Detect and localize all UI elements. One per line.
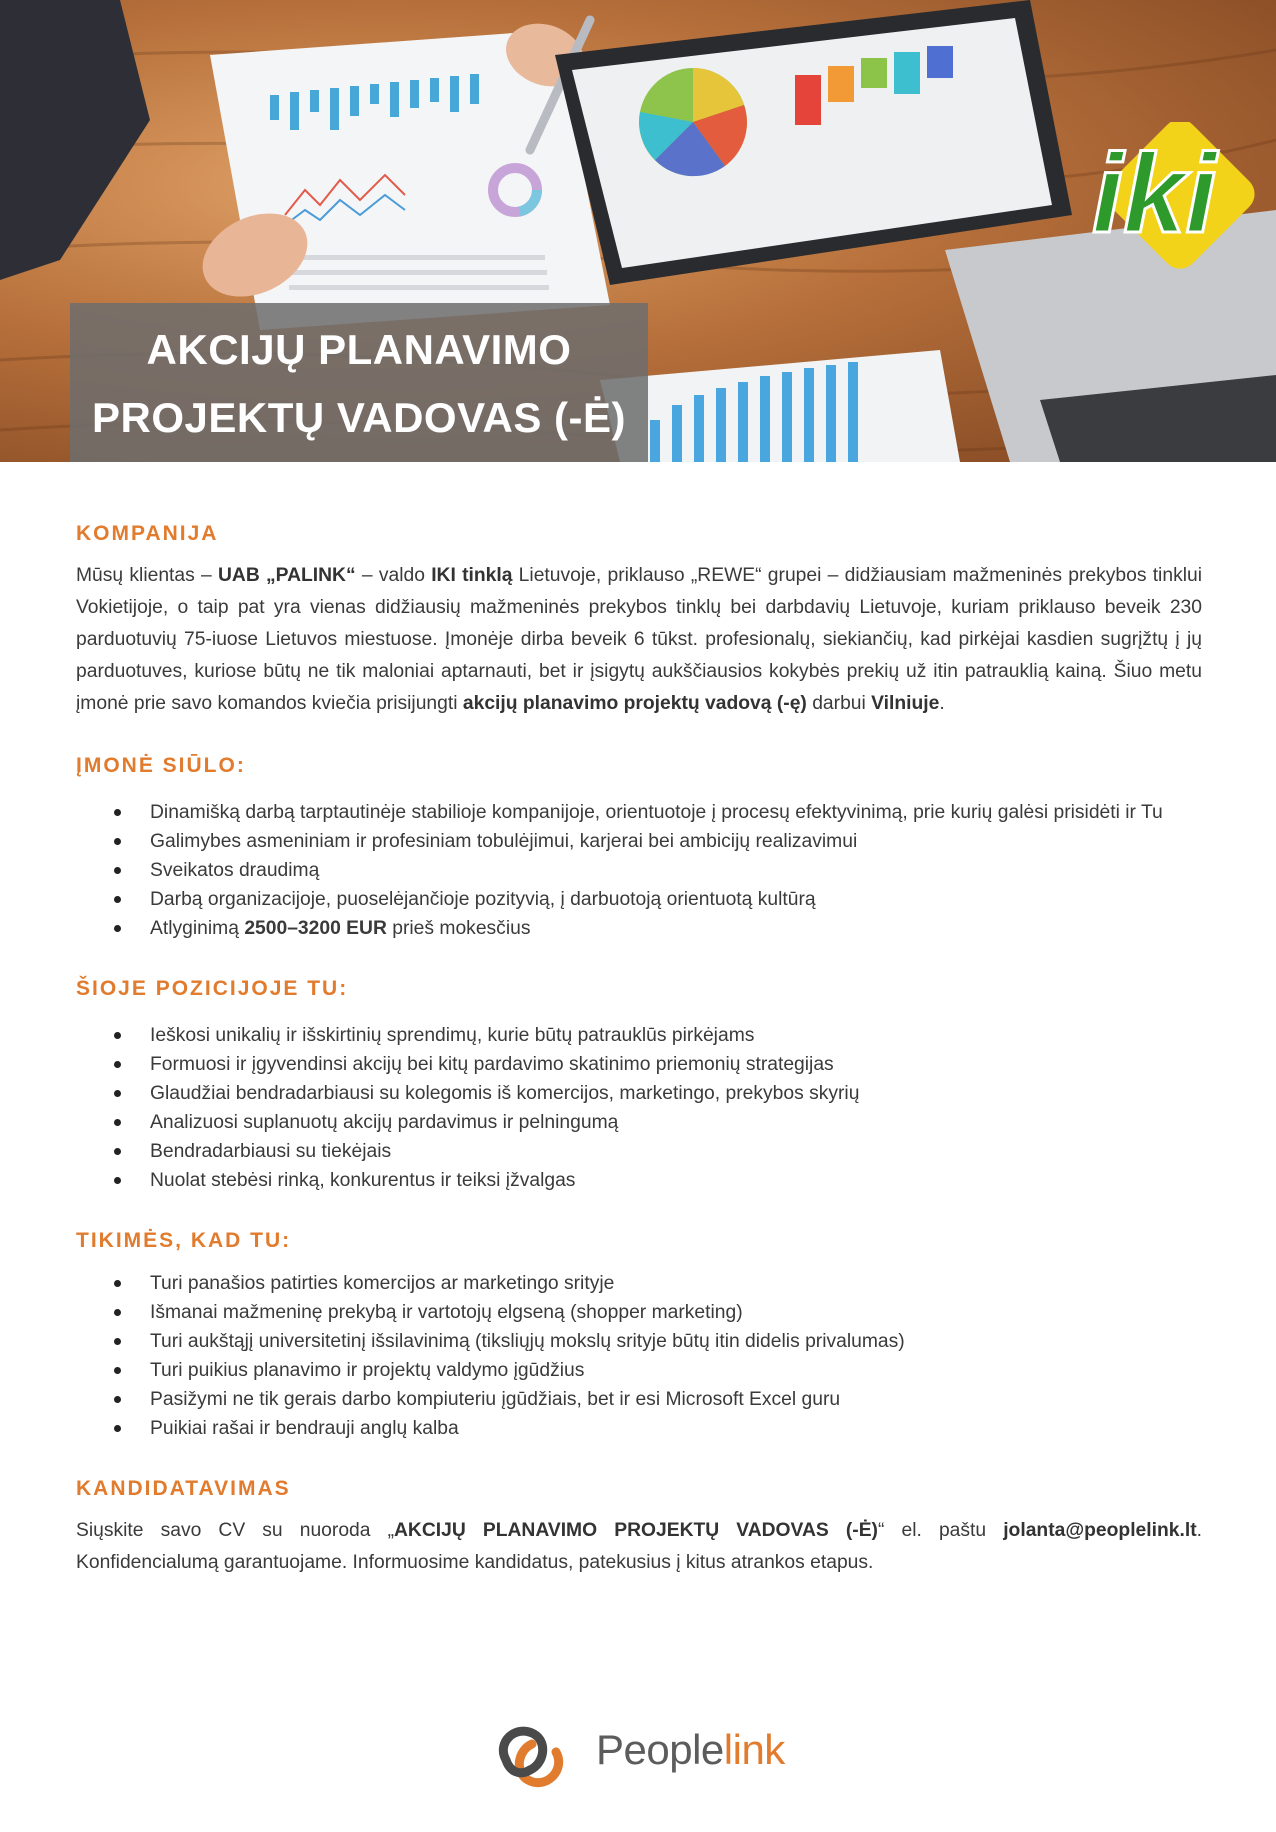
job-description (76, 522, 1202, 1605)
job-title-line-2: PROJEKTŲ VADOVAS (-Ė) (92, 394, 626, 441)
list-item: Galimybes asmeniniam ir profesiniam tobulėjimui, karjerai bei ambicijų realizavimui (76, 827, 1202, 856)
list-item: Darbą organizacijoje, puoselėjančioje pozityvią, į darbuotoją orientuotą kultūrą (76, 885, 1202, 914)
offers-list (76, 798, 1202, 943)
list-item: Pasižymi ne tik gerais darbo kompiuteriu įgūdžiais, bet ir esi Microsoft Excel guru (76, 1385, 1202, 1414)
heading-apply: KANDIDATAVIMAS (76, 1477, 291, 1500)
list-item: Dinamišką darbą tarptautinėje stabilioje kompanijoje, orientuotoje į procesų efektyvinimą, prie kurių galėsi prisidėti ir Tu (76, 798, 1202, 827)
list-item: Išmanai mažmeninę prekybą ir vartotojų elgseną (shopper marketing) (76, 1298, 1202, 1327)
list-item: Sveikatos draudimą (76, 856, 1202, 885)
hero-banner (0, 0, 1276, 462)
list-item: Formuosi ir įgyvendinsi akcijų bei kitų pardavimo skatinimo priemonių strategijas (76, 1050, 1202, 1079)
list-item: Analizuosi suplanuotų akcijų pardavimus ir pelningumą (76, 1108, 1202, 1137)
peoplelink-wordmark: Peoplelink (596, 1726, 785, 1773)
peoplelink-knot-icon (486, 1712, 576, 1802)
iki-logo (1088, 122, 1266, 282)
list-item: Turi puikius planavimo ir projektų valdymo įgūdžius (76, 1356, 1202, 1385)
expect-list (76, 1269, 1202, 1443)
list-item: Puikiai rašai ir bendrauji anglų kalba (76, 1414, 1202, 1443)
list-item: Turi aukštąjį universitetinį išsilavinimą (tiksliųjų mokslų srityje būtų itin didelis privalumas) (76, 1327, 1202, 1356)
section-company (76, 522, 1202, 720)
list-item: Ieškosi unikalių ir išskirtinių sprendimų, kurie būtų patrauklūs pirkėjams (76, 1021, 1202, 1050)
list-item: Nuolat stebėsi rinką, konkurentus ir teiksi įžvalgas (76, 1166, 1202, 1195)
list-item: Turi panašios patirties komercijos ar marketingo srityje (76, 1269, 1202, 1298)
list-item-salary: Atlyginimą 2500–3200 EUR prieš mokesčius (76, 914, 1202, 943)
section-offers (76, 754, 1202, 943)
apply-paragraph: Siųskite savo CV su nuoroda „AKCIJŲ PLANAVIMO PROJEKTŲ VADOVAS (-Ė)“ el. paštu jolanta@peoplelink.lt. Konfidencialumą garantuojame. Informuosime kandidatus, patekusius į kitus atrankos etapus. (76, 1520, 1202, 1573)
heading-position: ŠIOJE POZICIJOJE TU: (76, 977, 349, 1000)
job-title-box (70, 303, 648, 462)
section-expect (76, 1229, 1202, 1443)
heading-expect: TIKIMĖS, KAD TU: (76, 1229, 292, 1252)
contact-email-link[interactable]: jolanta@peoplelink.lt (1003, 1520, 1197, 1541)
job-title-line-1: AKCIJŲ PLANAVIMO (146, 326, 572, 373)
list-item: Bendradarbiausi su tiekėjais (76, 1137, 1202, 1166)
position-list (76, 1021, 1202, 1195)
company-paragraph: Mūsų klientas – UAB „PALINK“ – valdo IKI tinklą Lietuvoje, priklauso „REWE“ grupei – didžiausiam mažmeninės prekybos tinklui Vokietijoje, o taip pat yra vienas didžiausių mažmeninės prekybos tinklų bei darbdavių Lietuvoje, kuriam priklauso beveik 230 parduotuvių 75-iuose Lietuvos miestuose. Įmonėje dirba beveik 6 tūkst. profesionalų, siekiančių, kad pirkėjai kasdien sugrįžtų į jų parduotuves, kuriose būtų ne tik maloniai aptarnauti, bet ir įsigytų aukščiausios kokybės prekių už itin patrauklią kainą. Šiuo metu įmonė prie savo komandos kviečia prisijungti akcijų planavimo projektų vadovą (-ę) darbui Vilniuje. (76, 565, 1202, 714)
peoplelink-logo (486, 1712, 796, 1802)
heading-offers: ĮMONĖ SIŪLO: (76, 754, 246, 777)
svg-text:iki: iki (1092, 131, 1217, 256)
section-position (76, 977, 1202, 1195)
list-item: Glaudžiai bendradarbiausi su kolegomis iš komercijos, marketingo, prekybos skyrių (76, 1079, 1202, 1108)
heading-company: KOMPANIJA (76, 522, 219, 545)
section-apply (76, 1477, 1202, 1579)
